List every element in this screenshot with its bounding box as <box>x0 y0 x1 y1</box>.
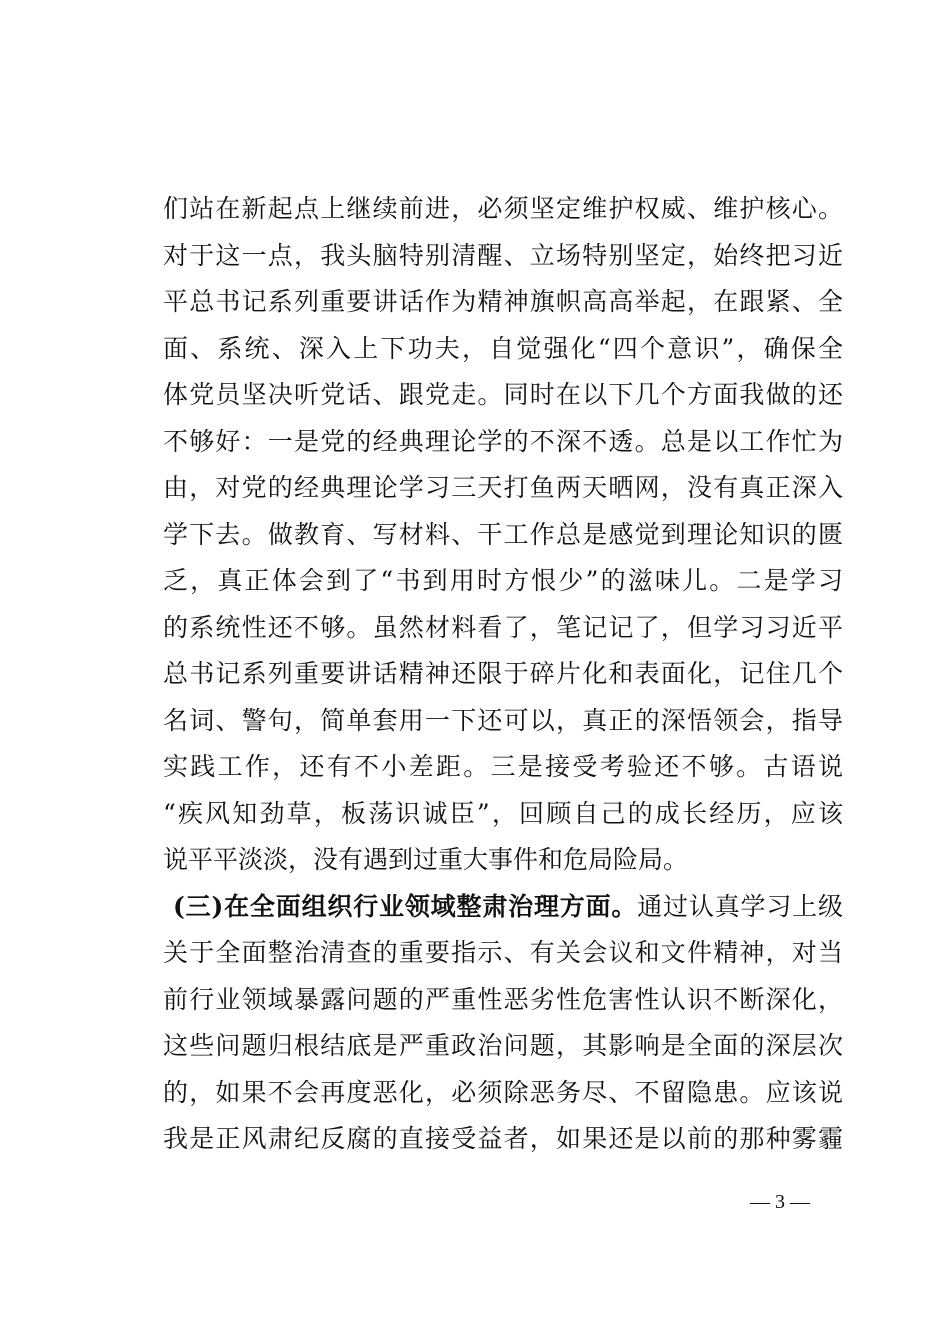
text-line: 乏，真正体会到了“书到用时方恨少”的滋味儿。二是学习 <box>163 566 843 595</box>
text-line: 的系统性还不够。虽然材料看了，笔记记了，但学习习近平 <box>163 612 843 642</box>
body-text <box>163 186 843 1163</box>
text-line: 们站在新起点上继续前进，必须坚定维护权威、维护核心。 <box>163 194 843 223</box>
text-line: 实践工作，还有不小差距。三是接受考验还不够。古语说 <box>163 752 843 781</box>
page-number: — 3 — <box>750 1191 810 1213</box>
text-line: 总书记系列重要讲话精神还限于碎片化和表面化，记住几个 <box>163 659 843 688</box>
text-line: 面、系统、深入上下功夫，自觉强化“四个意识”，确保全 <box>163 333 843 363</box>
text-line: 我是正风肃纪反腐的直接受益者，如果还是以前的那种雾霾 <box>163 1124 843 1153</box>
text-line: 的，如果不会再度恶化，必须除恶务尽、不留隐患。应该说 <box>163 1077 843 1107</box>
section-heading-rest: 通过认真学习上级 <box>637 891 843 921</box>
text-line: 由，对党的经典理论学习三天打鱼两天晒网，没有真正深入 <box>163 473 843 502</box>
section-heading: (三)在全面组织行业领域整肃治理方面。 <box>173 891 638 921</box>
text-line: “疾风知劲草，板荡识诚臣”，回顾自己的成长经历，应该 <box>163 798 843 828</box>
text-line: 学下去。做教育、写材料、干工作总是感觉到理论知识的匮 <box>163 519 843 549</box>
text-line: 关于全面整治清查的重要指示、有关会议和文件精神，对当 <box>163 938 843 967</box>
text-line: 说平平淡淡，没有遇到过重大事件和危局险局。 <box>163 845 689 874</box>
text-line: 这些问题归根结底是严重政治问题，其影响是全面的深层次 <box>163 1031 843 1060</box>
text-line: 不够好：一是党的经典理论学的不深不透。总是以工作忙为 <box>163 426 843 456</box>
text-line: 平总书记系列重要讲话作为精神旗帜高高举起，在跟紧、全 <box>163 287 843 316</box>
text-line: 前行业领域暴露问题的严重性恶劣性危害性认识不断深化， <box>163 984 843 1014</box>
text-line: 名词、警句，简单套用一下还可以，真正的深悟领会，指导 <box>163 705 843 735</box>
text-line: 体党员坚决听党话、跟党走。同时在以下几个方面我做的还 <box>163 380 843 409</box>
section-heading-line <box>163 884 843 931</box>
text-line: 对于这一点，我头脑特别清醒、立场特别坚定，始终把习近 <box>163 240 843 270</box>
